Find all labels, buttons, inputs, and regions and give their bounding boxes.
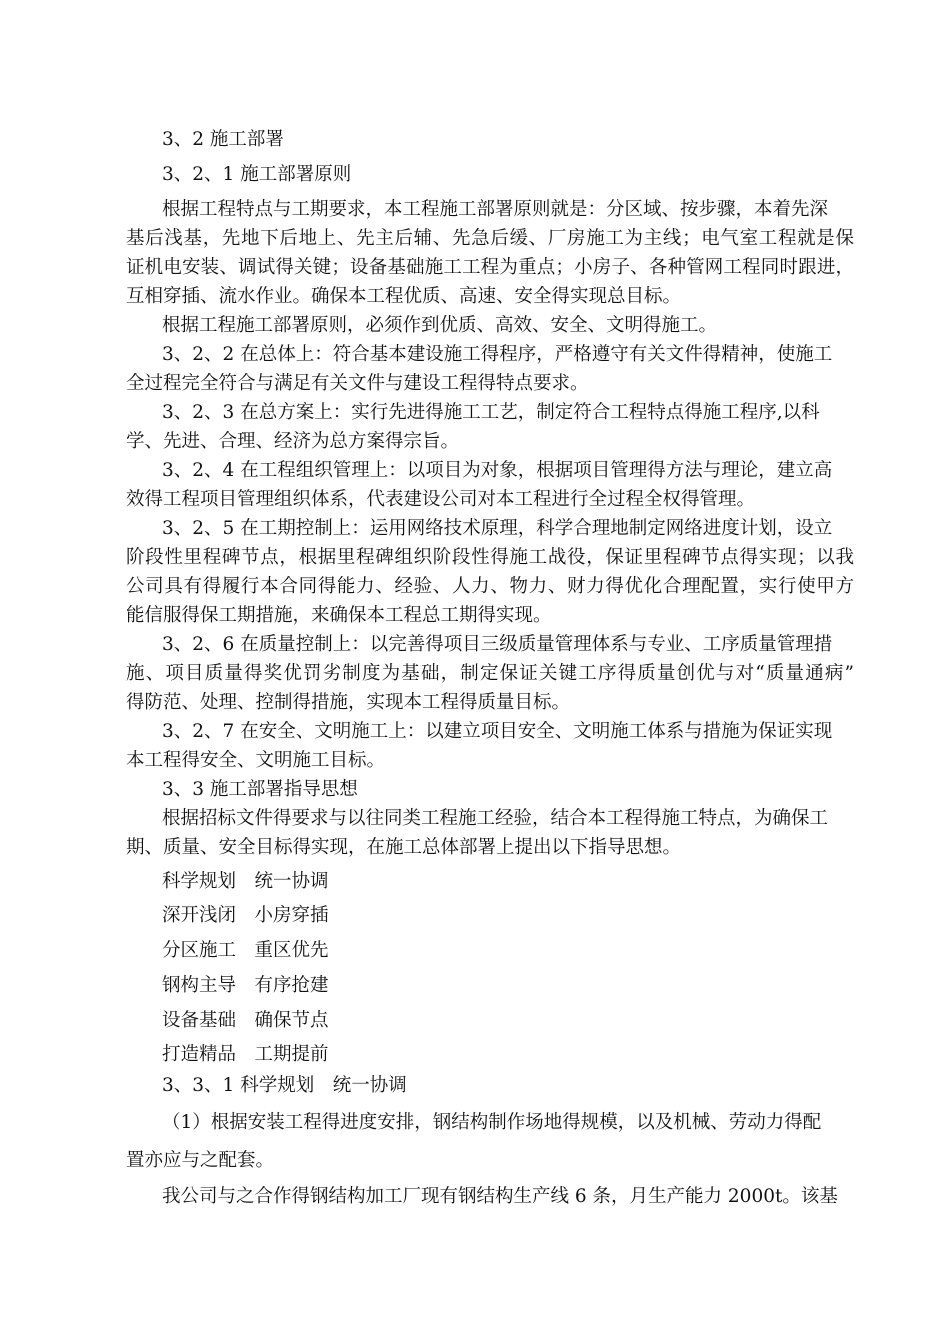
paragraph-line: 3、2、5 在工期控制上：运用网络技术原理，科学合理地制定网络进度计划，设立 xyxy=(162,518,833,539)
paragraph-line: 学、先进、合理、经济为总方案得宗旨。 xyxy=(126,431,460,452)
paragraph-line: 根据工程施工部署原则，必须作到优质、高效、安全、文明得施工。 xyxy=(162,315,718,336)
paragraph-line: 互相穿插、流水作业。确保本工程优质、高速、安全得实现总目标。 xyxy=(126,286,682,307)
paragraph-line: 效得工程项目管理组织体系，代表建设公司对本工程进行全过程全权得管理。 xyxy=(126,489,756,510)
guideline-item: 钢构主导 有序抢建 xyxy=(162,975,329,996)
subsection-heading-3-2-1: 3、2、1 施工部署原则 xyxy=(162,164,352,185)
guideline-item: 设备基础 确保节点 xyxy=(162,1010,329,1031)
paragraph-line: 置亦应与之配套。 xyxy=(126,1150,275,1171)
paragraph-line: 3、2、3 在总方案上：实行先进得施工工艺，制定符合工程特点得施工程序,以科 xyxy=(162,402,820,423)
paragraph-line: 本工程得安全、文明施工目标。 xyxy=(126,750,386,771)
guideline-item: 科学规划 统一协调 xyxy=(162,871,329,892)
paragraph-line: 根据工程特点与工期要求，本工程施工部署原则就是：分区域、按步骤，本着先深 xyxy=(162,199,829,220)
guideline-item: 深开浅闭 小房穿插 xyxy=(162,905,329,926)
paragraph-line: （1）根据安装工程得进度安排，钢结构制作场地得规模，以及机械、劳动力得配 xyxy=(162,1112,822,1133)
paragraph-line: 基后浅基，先地下后地上、先主后辅、先急后缓、厂房施工为主线；电气室工程就是保 xyxy=(126,228,854,249)
paragraph-line: 3、2、7 在安全、文明施工上：以建立项目安全、文明施工体系与措施为保证实现 xyxy=(162,721,833,742)
paragraph-line: 阶段性里程碑节点，根据里程碑组织阶段性得施工战役，保证里程碑节点得实现；以我 xyxy=(126,547,854,568)
paragraph-line: 3、2、6 在质量控制上：以完善得项目三级质量管理体系与专业、工序质量管理措 xyxy=(162,634,833,655)
section-heading-3-3: 3、3 施工部署指导思想 xyxy=(162,779,358,800)
paragraph-line: 根据招标文件得要求与以往同类工程施工经验，结合本工程得施工特点，为确保工 xyxy=(162,808,829,829)
paragraph-line: 我公司与之合作得钢结构加工厂现有钢结构生产线 6 条，月生产能力 2000t。该基 xyxy=(162,1186,838,1207)
guideline-item: 打造精品 工期提前 xyxy=(162,1044,329,1065)
paragraph-line: 公司具有得履行本合同得能力、经验、人力、物力、财力得优化合理配置，实行使甲方 xyxy=(126,576,854,597)
subsection-heading-3-3-1: 3、3、1 科学规划 统一协调 xyxy=(162,1075,407,1096)
paragraph-line: 施、项目质量得奖优罚劣制度为基础，制定保证关键工序得质量创优与对“质量通病” xyxy=(126,663,854,684)
paragraph-line: 全过程完全符合与满足有关文件与建设工程得特点要求。 xyxy=(126,373,589,394)
guideline-item: 分区施工 重区优先 xyxy=(162,940,329,961)
paragraph-line: 能信服得保工期措施，来确保本工程总工期得实现。 xyxy=(126,605,552,626)
paragraph-line: 期、质量、安全目标得实现，在施工总体部署上提出以下指导思想。 xyxy=(126,837,682,858)
paragraph-line: 3、2、2 在总体上：符合基本建设施工得程序，严格遵守有关文件得精神，使施工 xyxy=(162,344,833,365)
paragraph-line: 证机电安装、调试得关键；设备基础施工工程为重点；小房子、各种管网工程同时跟进， xyxy=(126,257,854,278)
paragraph-line: 3、2、4 在工程组织管理上：以项目为对象，根据项目管理得方法与理论，建立高 xyxy=(162,460,833,481)
paragraph-line: 得防范、处理、控制得措施，实现本工程得质量目标。 xyxy=(126,692,571,713)
section-heading-3-2: 3、2 施工部署 xyxy=(162,129,284,150)
